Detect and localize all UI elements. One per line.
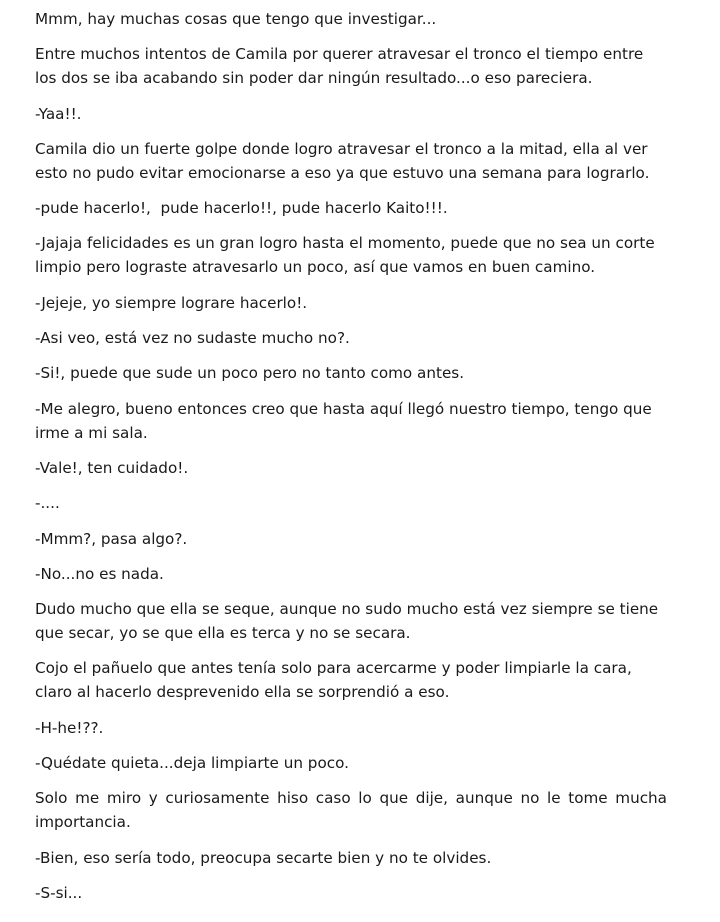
paragraph-7: -Jejeje, yo siempre lograre hacerlo!. bbox=[35, 293, 308, 312]
paragraph-2: Entre muchos intentos de Camila por querer atravesar el tronco el tiempo entre los dos se iba acabando sin poder dar ningún resultado...o eso pareciera. bbox=[35, 45, 644, 88]
paragraph-9: -Si!, puede que sude un poco pero no tanto como antes. bbox=[35, 364, 465, 383]
paragraph-21: -S-si... bbox=[35, 883, 83, 902]
paragraph-6: -Jajaja felicidades es un gran logro hasta el momento, puede que no sea un corte limpio pero lograste atravesarlo un poco, así que vamos en buen camino. bbox=[35, 234, 655, 277]
paragraph-3: -Yaa!!. bbox=[35, 104, 82, 123]
document-page bbox=[35, 7, 667, 916]
paragraph-20: -Bien, eso sería todo, preocupa secarte bien y no te olvides. bbox=[35, 848, 492, 867]
paragraph-8: -Asi veo, está vez no sudaste mucho no?. bbox=[35, 329, 350, 348]
paragraph-15: Dudo mucho que ella se seque, aunque no sudo mucho está vez siempre se tiene que secar, yo se que ella es terca y no se secara. bbox=[35, 600, 659, 643]
paragraph-19: Solo me miro y curiosamente hiso caso lo que dije, aunque no le tome mucha importancia. bbox=[35, 789, 667, 832]
paragraph-12: -.... bbox=[35, 494, 60, 513]
paragraph-5: -pude hacerlo!, pude hacerlo!!, pude hacerlo Kaito!!!. bbox=[35, 199, 448, 218]
paragraph-16: Cojo el pañuelo que antes tenía solo para acercarme y poder limpiarle la cara, claro al hacerlo desprevenido ella se sorprendió a eso. bbox=[35, 659, 632, 702]
paragraph-1: Mmm, hay muchas cosas que tengo que investigar... bbox=[35, 10, 437, 28]
paragraph-14: -No...no es nada. bbox=[35, 564, 164, 583]
paragraph-13: -Mmm?, pasa algo?. bbox=[35, 529, 188, 548]
paragraph-11: -Vale!, ten cuidado!. bbox=[35, 458, 189, 477]
paragraph-4: Camila dio un fuerte golpe donde logro atravesar el tronco a la mitad, ella al ver esto no pudo evitar emocionarse a eso ya que estuvo una semana para lograrlo. bbox=[35, 139, 650, 182]
paragraph-10: -Me alegro, bueno entonces creo que hasta aquí llegó nuestro tiempo, tengo que irme a mi sala. bbox=[35, 399, 652, 442]
paragraph-17: -H-he!??. bbox=[35, 718, 104, 737]
paragraph-18: -Quédate quieta...deja limpiarte un poco. bbox=[35, 754, 349, 773]
